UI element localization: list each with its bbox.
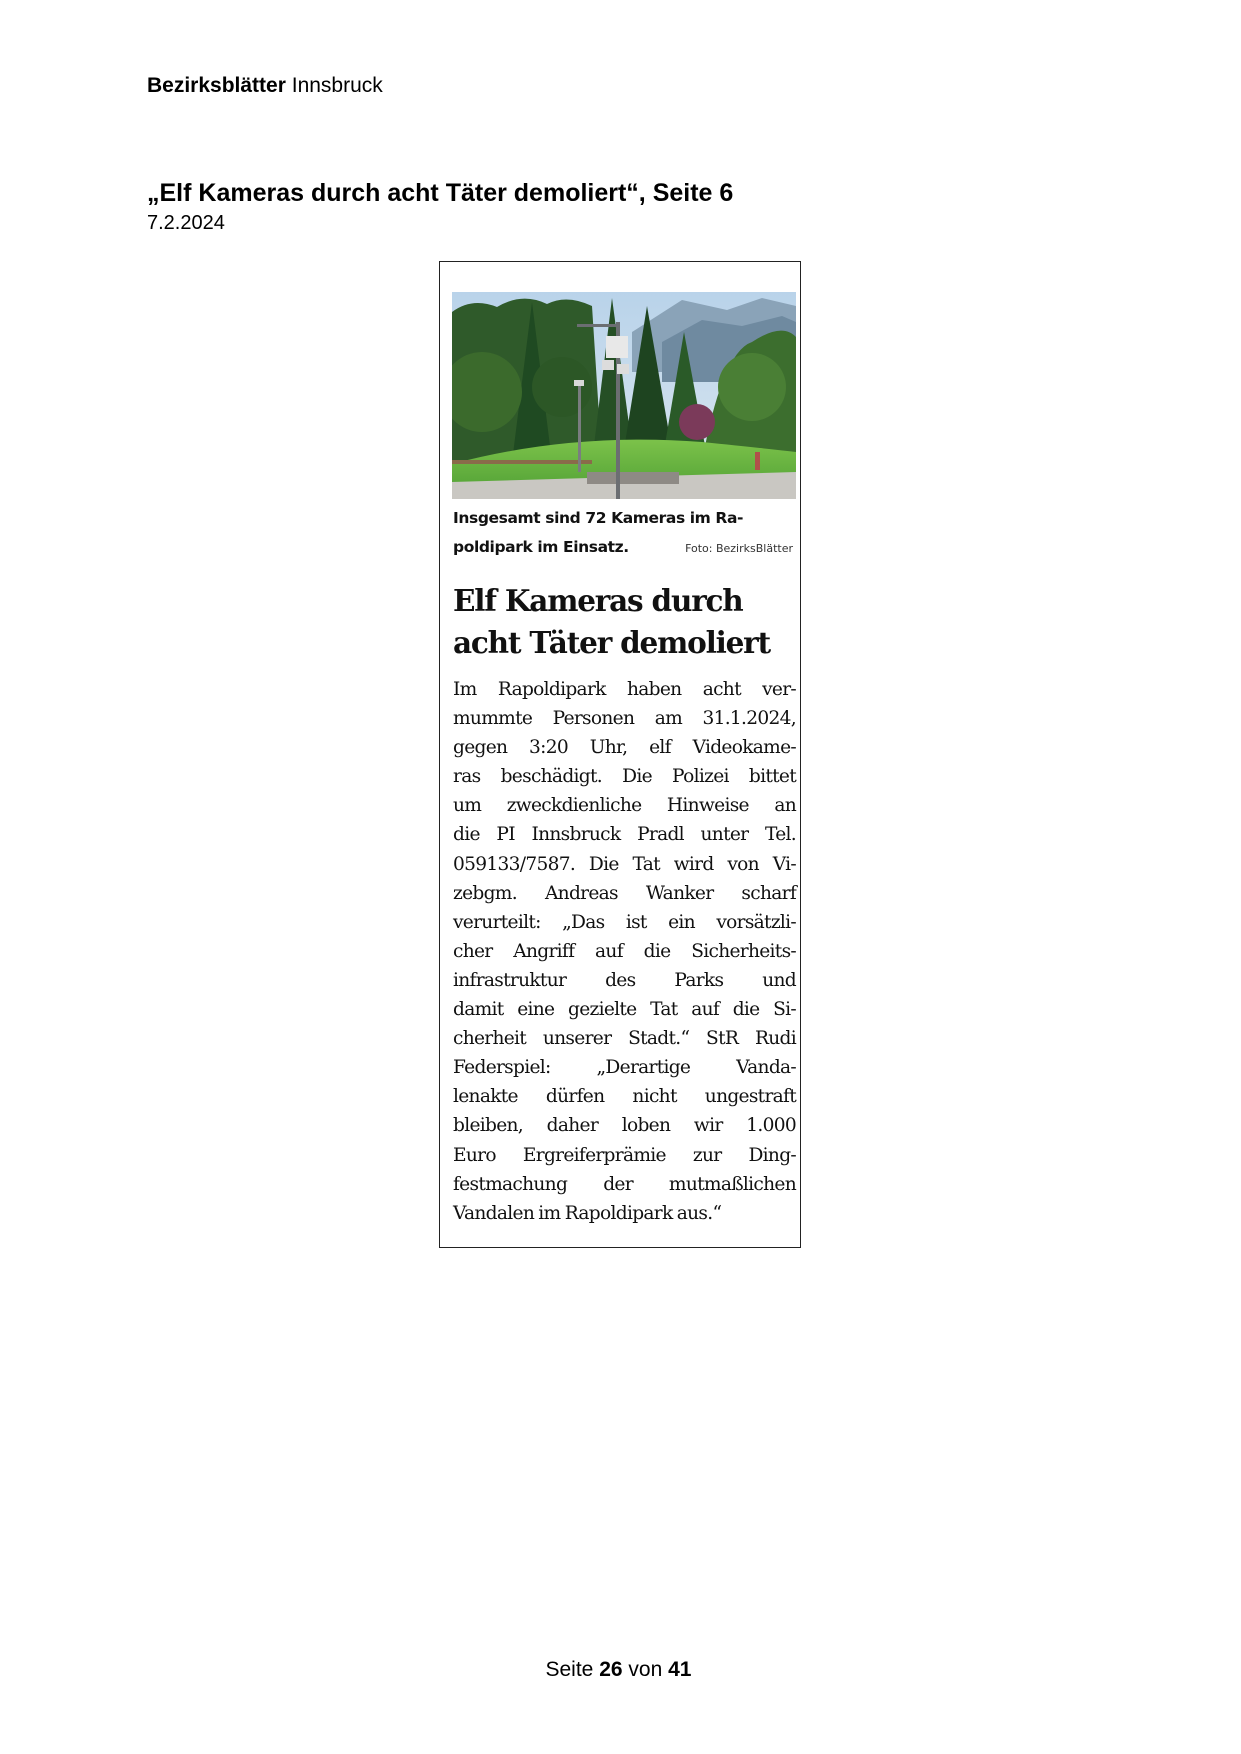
article-body-line: damit eine gezielte Tat auf die Si- [453, 999, 796, 1021]
article-body-line: Vandalen im Rapoldipark aus.“ [453, 1202, 722, 1224]
article-body-line: Euro Ergreiferprämie zur Ding- [453, 1144, 796, 1166]
article-body-line: um zweckdienliche Hinweise an [453, 795, 796, 817]
article-body-line: cher Angriff auf die Sicherheits- [453, 940, 796, 962]
park-camera-photo [452, 292, 796, 499]
newspaper-clipping [439, 261, 801, 1248]
photo-caption [453, 504, 793, 563]
article-body-line: cherheit unserer Stadt.“ StR Rudi [453, 1028, 796, 1050]
park-photo-illustration [452, 292, 796, 499]
document-date: 7.2.2024 [147, 212, 225, 234]
publication-name: Bezirksblätter [147, 74, 286, 97]
page-footer [0, 1656, 1241, 1684]
article-body-line: mummte Personen am 31.1.2024, [453, 708, 796, 730]
article-body-line: Im Rapoldipark haben acht ver- [453, 679, 796, 700]
article-body-line: bleiben, daher loben wir 1.000 [453, 1115, 796, 1137]
document-title: „Elf Kameras durch acht Täter demoliert“, Seite 6 [147, 179, 734, 207]
current-page-number: 26 [599, 1658, 623, 1681]
publication-region: Innsbruck [291, 74, 383, 97]
article-body-line: Federspiel: „Derartige Vanda- [453, 1057, 796, 1079]
article-body-line: verurteilt: „Das ist ein vorsätzli- [453, 911, 796, 933]
article-body [453, 675, 796, 1228]
publication-header [147, 72, 383, 100]
headline-line: Elf Kameras durch [453, 583, 743, 618]
photo-credit: Foto: BezirksBlätter [685, 542, 793, 555]
total-page-count: 41 [668, 1658, 692, 1681]
headline-line: acht Täter demoliert [453, 625, 770, 660]
page-separator: von [628, 1658, 663, 1681]
page-label: Seite [545, 1658, 594, 1681]
article-body-line: ras beschädigt. Die Polizei bittet [453, 766, 796, 788]
caption-line: poldipark im Einsatz. [453, 538, 629, 556]
caption-line: Insgesamt sind 72 Kameras im Ra- [453, 509, 744, 527]
article-body-line: 059133/7587. Die Tat wird von Vi- [453, 853, 796, 875]
article-body-line: infrastruktur des Parks und [453, 969, 796, 991]
article-body-line: die PI Innsbruck Pradl unter Tel. [453, 824, 796, 846]
article-body-line: festmachung der mutmaßlichen [453, 1173, 796, 1195]
article-body-line: zebgm. Andreas Wanker scharf [453, 882, 796, 904]
article-body-line: lenakte dürfen nicht ungestraft [453, 1086, 796, 1108]
article-headline [453, 580, 797, 664]
article-body-line: gegen 3:20 Uhr, elf Videokame- [453, 737, 796, 759]
